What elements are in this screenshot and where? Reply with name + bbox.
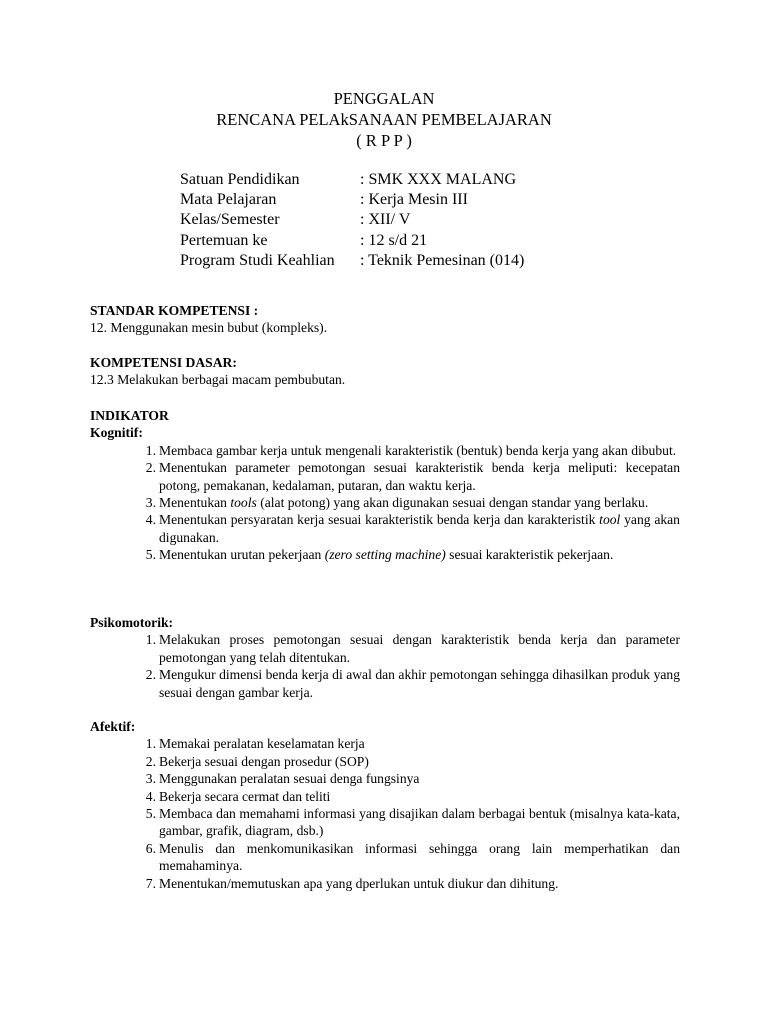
list-item [90,494,680,511]
standar-heading: STANDAR KOMPETENSI : [90,303,259,318]
list-text [156,494,680,511]
psikomotorik-heading: Psikomotorik: [90,615,174,630]
identity-row [180,190,524,210]
list-text [156,546,680,563]
identity-label: Kelas/Semester [180,211,280,229]
list-item [90,805,680,840]
identity-label: Pertemuan ke [180,231,268,249]
list-item [90,840,680,875]
psikomotorik-section [90,614,680,701]
afektif-section [90,718,680,892]
list-number: 5. [145,806,156,822]
list-number: 2. [145,460,156,476]
title-line-2: RENCANA PELAkSANAAN PEMBELAJARAN [216,110,552,129]
title-block [0,88,768,151]
list-item [90,788,680,805]
afektif-heading: Afektif: [90,719,136,734]
identity-row [180,210,524,230]
identity-value: : XII/ V [360,211,411,229]
title-line-1: PENGGALAN [333,89,435,108]
identity-label: Mata Pelajaran [180,191,277,209]
list-text-pre: Menentukan persyaratan kerja sesuai karakteristik benda kerja dan karakteristik [159,512,600,528]
list-text: Membaca dan memahami informasi yang disajikan dalam berbagai bentuk (misalnya kata-kata, gambar, grafik, diagram, dsb.) [159,806,680,839]
identity-row [180,251,524,271]
dasar-heading: KOMPETENSI DASAR: [90,355,237,370]
identity-table [180,170,524,271]
list-text: Membaca gambar kerja untuk mengenali karakteristik (bentuk) benda kerja yang akan dibubut. [159,442,677,458]
kompetensi-dasar-section [90,354,680,389]
list-text: Bekerja secara cermat dan teliti [159,788,331,804]
list-number: 3. [145,771,156,787]
list-number: 6. [145,840,156,856]
identity-row [180,170,524,190]
list-item [90,666,680,701]
list-text-post: (alat potong) yang akan digunakan sesuai dengan standar yang berlaku. [256,495,649,511]
list-text: Melakukan proses pemotongan sesuai dengan karakteristik benda kerja dan parameter pemotongan yang telah ditentukan. [159,632,680,665]
indikator-section [90,407,680,564]
list-item [90,735,680,752]
list-number: 1. [145,736,156,752]
list-text [156,511,680,546]
list-text-pre: Menentukan [159,495,231,511]
list-text-post: yang akan digunakan. [159,512,680,545]
title-line-3: ( R P P ) [356,131,412,150]
identity-value: : Kerja Mesin III [360,191,468,209]
list-text: Menentukan/memutuskan apa yang dperlukan untuk diukur dan dihitung. [159,875,559,891]
list-number: 2. [145,667,156,683]
dasar-text: 12.3 Melakukan berbagai macam pembubutan. [90,372,346,388]
kognitif-heading: Kognitif: [90,425,143,441]
standar-kompetensi-section [90,302,680,337]
list-number: 3. [145,495,156,511]
list-text-italic: tool [599,512,621,528]
list-number: 5. [145,547,156,563]
list-number: 1. [145,632,156,648]
identity-value: : Teknik Pemesinan (014) [360,251,525,269]
list-number: 2. [145,753,156,769]
list-text-italic: (zero setting machine) [324,547,446,563]
list-item [90,442,680,459]
identity-label: Program Studi Keahlian [180,251,335,269]
list-item [90,753,680,770]
identity-value: : 12 s/d 21 [360,231,428,249]
afektif-list [90,735,680,892]
list-number: 4. [145,788,156,804]
list-item [90,511,680,546]
standar-text: 12. Menggunakan mesin bubut (kompleks). [90,320,328,336]
list-item [90,875,680,892]
list-text: Memakai peralatan keselamatan kerja [159,736,365,752]
identity-row [180,231,524,251]
list-text: Menggunakan peralatan sesuai denga fungsinya [159,771,420,787]
list-text: Mengukur dimensi benda kerja di awal dan akhir pemotongan sehingga dihasilkan produk yang sesuai dengan gambar kerja. [159,667,680,700]
kognitif-list [90,442,680,564]
list-item [90,770,680,787]
list-text: Menulis dan menkomunikasikan informasi sehingga orang lain memperhatikan dan memahaminya. [159,840,680,874]
list-text: Menentukan parameter pemotongan sesuai karakteristik benda kerja meliputi: kecepatan potong, pemakanan, kedalaman, putaran, dan waktu kerja. [159,460,680,493]
list-text-pre: Menentukan urutan pekerjaan [159,547,325,563]
list-text-italic: tools [230,495,257,511]
list-text: Bekerja sesuai dengan prosedur (SOP) [159,753,369,769]
identity-label: Satuan Pendidikan [180,171,300,188]
list-number: 4. [145,512,156,528]
indikator-heading: INDIKATOR [90,408,169,423]
list-number: 1. [145,442,156,458]
list-item [90,459,680,494]
list-number: 7. [145,875,156,891]
identity-value: : SMK XXX MALANG [360,171,517,188]
psikomotorik-list [90,631,680,701]
list-item [90,546,680,563]
list-text-post: sesuai karakteristik pekerjaan. [445,547,614,563]
list-item [90,631,680,666]
